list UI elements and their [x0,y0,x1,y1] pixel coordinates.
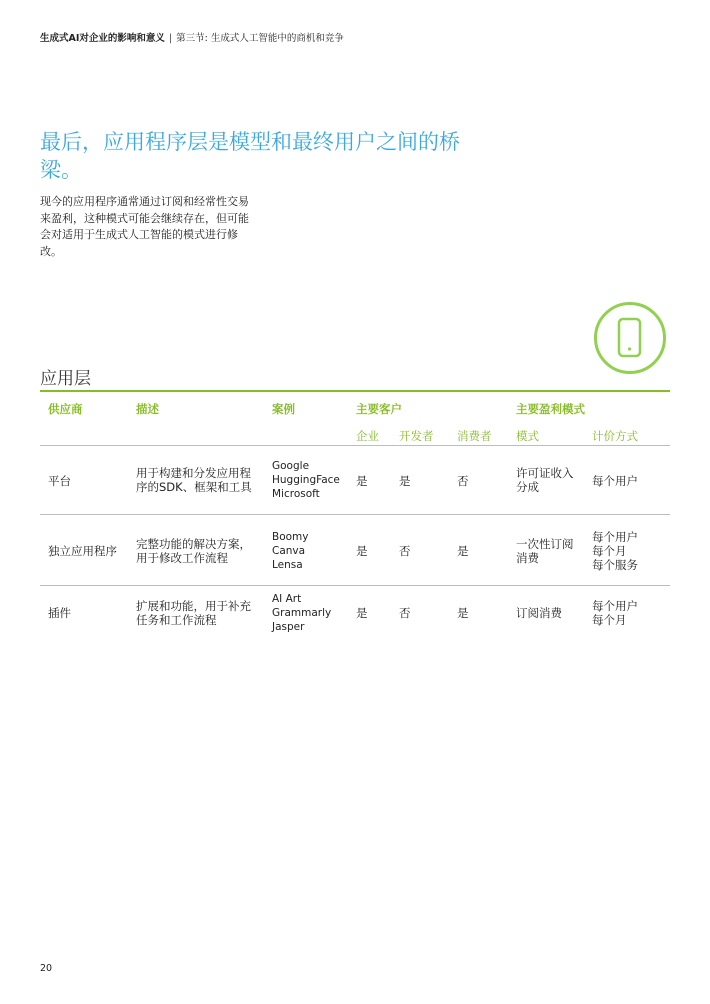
cell-consumer: 是 [457,606,469,620]
cell-pricing: 每个用户 每个月 [592,599,638,627]
cell-mode: 一次性订阅 消费 [516,537,574,565]
subheader-pricing: 计价方式 [592,429,638,443]
subheader-consumer: 消费者 [457,429,492,443]
header-separator: | [168,33,173,44]
cell-vendor: 平台 [48,474,71,488]
cell-consumer: 否 [457,474,469,488]
cell-pricing: 每个用户 [592,474,638,488]
cell-enterprise: 是 [356,606,368,620]
cell-developer: 是 [399,474,411,488]
cell-developer: 否 [399,544,411,558]
subheader-mode: 模式 [516,429,539,443]
cell-vendor: 独立应用程序 [48,544,117,558]
cell-mode: 许可证收入 分成 [516,466,574,494]
table-header-divider [40,445,670,446]
header-vendor: 供应商 [48,402,83,416]
header-model: 主要盈利模式 [516,402,585,416]
header-doc-title: 生成式AI对企业的影响和意义 [40,33,165,44]
subheader-developer: 开发者 [399,429,434,443]
cell-cases: Google HuggingFace Microsoft [272,460,340,500]
page-number: 20 [40,963,53,974]
header-customers: 主要客户 [356,402,402,416]
header-cases: 案例 [272,402,295,416]
cell-vendor: 插件 [48,606,71,620]
section-divider [40,390,670,392]
cell-consumer: 是 [457,544,469,558]
page-title: 最后，应用程序层是模型和最终用户之间的桥梁。 [40,130,460,182]
cell-mode: 订阅消费 [516,606,562,620]
cell-developer: 否 [399,606,411,620]
cell-enterprise: 是 [356,474,368,488]
section-label: 应用层 [40,369,91,389]
header-description: 描述 [136,402,159,416]
running-header [40,30,344,44]
cell-pricing: 每个用户 每个月 每个服务 [592,530,638,572]
subheader-enterprise: 企业 [356,429,379,443]
cell-cases: Boomy Canva Lensa [272,531,309,571]
row-divider [40,514,670,515]
mobile-device-icon [594,302,666,374]
cell-enterprise: 是 [356,544,368,558]
header-section: 第三节: 生成式人工智能中的商机和竞争 [176,33,344,44]
intro-paragraph: 现今的应用程序通常通过订阅和经常性交易来盈利，这种模式可能会继续存在，但可能会对适用于生成式人工智能的模式进行修改。 [40,195,249,258]
cell-description: 完整功能的解决方案， 用于修改工作流程 [136,537,251,565]
row-divider [40,585,670,586]
cell-description: 用于构建和分发应用程 序的SDK、框架和工具 [136,466,252,494]
cell-cases: AI Art Grammarly Jasper [272,593,332,633]
phone-icon [597,305,663,371]
cell-description: 扩展和功能，用于补充 任务和工作流程 [136,599,251,627]
